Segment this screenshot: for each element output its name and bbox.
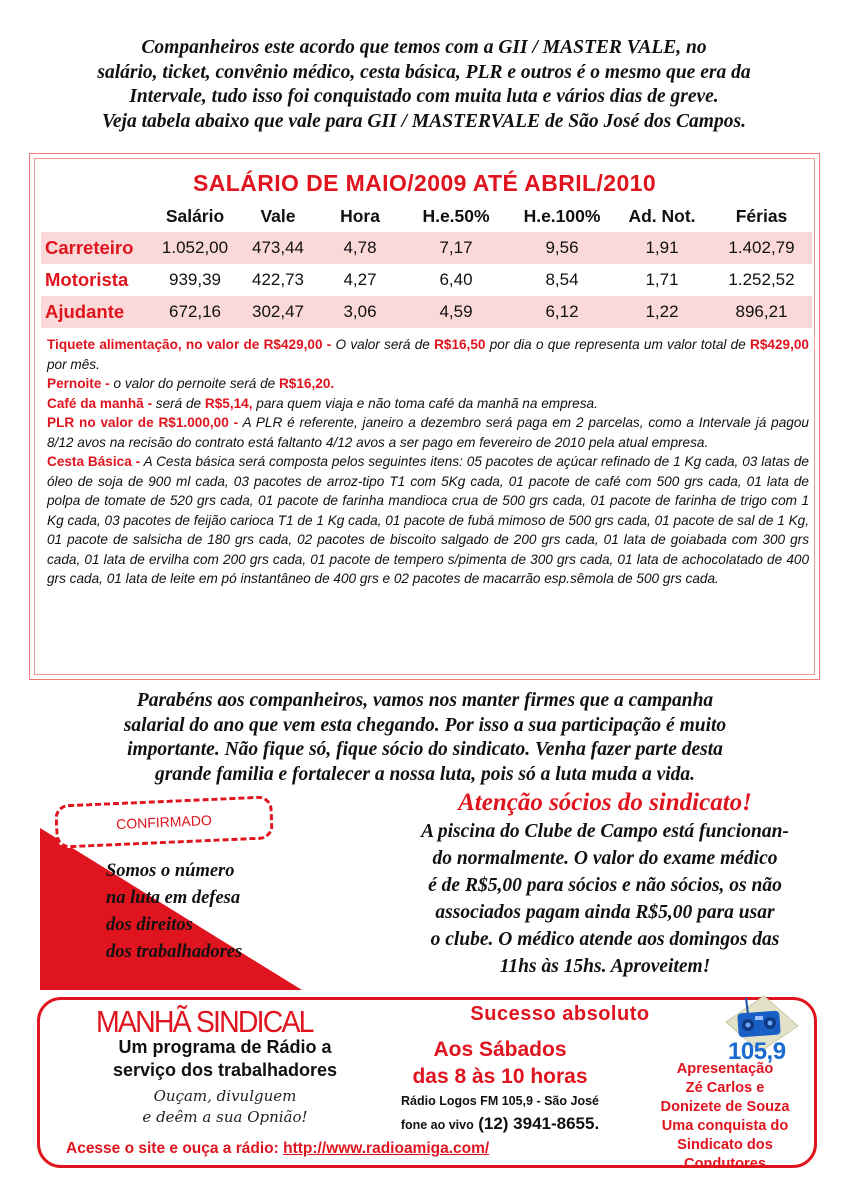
table-cell: 7,17 [401,232,511,264]
table-cell: 3,06 [319,296,401,328]
presenters-line: Zé Carlos e [685,1080,765,1096]
phone-number: (12) 3941-8655. [478,1114,600,1133]
benefit-text: para quem viaja e não toma café da manhã na empresa. [252,395,598,411]
benefit-plr [47,413,809,452]
site-line [66,1140,489,1158]
site-label: Acesse o site e ouça a rádio: [66,1140,279,1157]
somos-line: dos trabalhadores [106,942,243,962]
benefit-text: A PLR é referente, janeiro a dezembro será paga em 2 parcelas, como a Intervale já pagou 8/12 avos na recisão do contrato está faltanto 4/12 avos a ser pago em fevereiro de 2010 pela atual empresa. [47,415,809,450]
table-cell: 8,54 [545,270,579,289]
benefit-text: O valor será de [331,337,435,352]
table-cell: 422,73 [252,270,304,289]
oucam-text [100,1086,350,1128]
schedule-time: das 8 às 10 horas [412,1065,588,1088]
benefit-cesta [47,452,809,589]
atencao-line: é de R$5,00 para sócios e não sócios, os não [428,875,782,896]
benefit-tiquete [47,335,809,374]
benefit-text: A Cesta básica será composta pelos seguintes itens: 05 pacotes de açúcar refinado de 1 Kg cada, 03 latas de óleo de soja de 900 ml cada, 03 pacotes de arroz-tipo T1 com 5Kg cada, 01 pacote de café com 500 grs cada, 01 lata de polpa de tomate de 520 grs cada, 01 pacote de farinha mandioca crua de 500 grs cada, 01 pacote de farinha de trigo com 1 Kg cada, 03 pacotes de feijão carioca T1 de 1 Kg cada, 01 pacote de fubá mimoso de 500 grs cada, 01 pacote de sal de 1 Kg, 01 pacote de salsicha de 180 grs cada, 02 pacotes de biscoito salgado de 200 grs cada, 01 lata de goiabada com 300 grs cada, 01 lata de ervilha com 200 grs cada, 01 pacote de tempero s/pimenta de 300 grs cada, 01 lata de achocolatado de 400 grs cada, 01 lata de leite em pó instantâneo de 400 grs e 02 pacotes de macarrão esp.sêmola de 500 grs cada. [47,454,809,586]
congrats-line: importante. Não fique só, fique sócio do sindicato. Venha fazer parte desta [127,739,723,760]
phone-line [365,1114,635,1134]
table-cell: 4,27 [343,270,377,289]
table-row [41,264,812,296]
benefit-value: R$5,14, [204,395,253,411]
table-cell: 9,56 [511,232,613,264]
table-cell: 672,16 [153,296,237,328]
benefit-value: R$429,00 [750,337,809,352]
benefit-text: o valor do pernoite será de [109,376,279,391]
phone-label: fone ao vivo [400,1118,474,1132]
intro-line: salário, ticket, convênio médico, cesta básica, PLR e outros é o mesmo que era da [97,61,751,83]
column-header: Ad. Not. [628,206,696,226]
table-cell: 1,91 [613,232,711,264]
benefits-text [47,335,809,589]
table-cell: 473,44 [237,232,319,264]
table-row [41,232,812,264]
benefit-text: por mês. [47,356,100,372]
somos-text [106,858,306,966]
intro-paragraph [20,36,828,134]
table-cell: 302,47 [237,296,319,328]
table-cell: 1,22 [613,296,711,328]
oucam-line: e deêm a sua Opnião! [142,1108,308,1126]
congrats-line: Parabéns aos companheiros, vamos nos manter firmes que a campanha [136,690,714,711]
atencao-title: Atenção sócios do sindicato! [458,789,752,816]
atencao-line: associados pagam ainda R$5,00 para usar [435,902,775,923]
atencao-body [385,818,825,980]
benefit-cafe [47,394,809,414]
table-header-row [41,201,812,232]
table-cell: 4,78 [319,232,401,264]
program-name: MANHÃ SINDICAL [96,1004,313,1039]
column-header: Salário [165,206,225,226]
salary-table [41,201,812,328]
table-cell: 1.402,79 [711,232,812,264]
schedule [380,1036,620,1090]
row-label: Carreteiro [41,232,153,264]
row-label: Ajudante [41,296,153,328]
presenters-text [640,1060,810,1174]
salary-box [29,153,820,680]
atencao-line: 11hs às 15hs. Aproveitem! [499,956,711,977]
benefit-label: Café da manhã - [47,395,152,411]
column-header: Hora [340,206,380,226]
site-link[interactable]: http://www.radioamiga.com/ [283,1140,490,1157]
benefit-label: PLR no valor de R$1.000,00 - [47,415,239,430]
benefit-label: Pernoite - [47,376,110,391]
column-header: Férias [735,206,788,226]
table-cell: 896,21 [711,296,812,328]
salary-box-inner [34,158,815,675]
benefit-pernoite [47,374,809,394]
row-label: Motorista [45,269,129,290]
table-cell: 939,39 [169,270,221,289]
presenters-line: Donizete de Souza [660,1099,790,1115]
presenters-line: Uma conquista do [661,1118,789,1134]
intro-line: Veja tabela abaixo que vale para GII / MASTERVALE de São José dos Campos. [102,110,746,132]
intro-line: Companheiros este acordo que temos com a GII / MASTER VALE, no [141,37,707,58]
salary-table-title: SALÁRIO DE MAIO/2009 ATÉ ABRIL/2010 [192,170,657,196]
benefit-value: R$16,20. [278,376,335,391]
program-subtitle-line: serviço dos trabalhadores [112,1060,338,1080]
table-row [41,296,812,328]
column-header [41,201,153,232]
presenters-line: Apresentação [676,1061,774,1077]
atencao-line: do normalmente. O valor do exame médico [432,848,778,869]
benefit-value: R$16,50 [434,337,486,352]
confirmado-stamp: CONFIRMADO [54,795,274,848]
benefit-text: por dia o que representa um valor total de [485,337,751,352]
congratulations-paragraph [60,689,790,787]
table-cell: 1.052,00 [153,232,237,264]
column-header: H.e.100% [523,206,601,226]
congrats-line: grande familia e fortalecer a nossa luta, pois só a luta muda a vida. [154,763,696,785]
column-header: H.e.50% [422,206,490,226]
somos-line: na luta em defesa [106,888,241,908]
sucesso-heading: Sucesso absoluto [470,1003,650,1025]
benefit-text: será de [152,395,205,411]
table-cell: 6,40 [439,270,473,289]
schedule-day: Aos Sábados [433,1038,567,1061]
somos-line: Somos o número [106,861,235,881]
benefit-label: Cesta Básica - [47,454,141,469]
column-header: Vale [260,206,296,226]
program-subtitle [80,1036,370,1082]
table-cell: 1.252,52 [728,270,795,289]
presenters-line: Sindicato dos Condutores [677,1137,773,1172]
oucam-line: Ouçam, divulguem [153,1087,297,1105]
atencao-line: A piscina do Clube de Campo está funcionan- [421,821,789,842]
table-cell: 1,71 [645,270,679,289]
table-cell: 6,12 [511,296,613,328]
benefit-label: Tiquete alimentação, no valor de R$429,00 - [47,337,332,352]
intro-line: Intervale, tudo isso foi conquistado com muita luta e vários dias de greve. [129,86,719,107]
frequency-label: 105,9 [728,1038,786,1065]
table-cell: 4,59 [401,296,511,328]
atencao-line: o clube. O médico atende aos domingos das [430,929,780,950]
station-name: Rádio Logos FM 105,9 - São José [401,1094,599,1108]
somos-line: dos direitos [106,915,193,935]
congrats-line: salarial do ano que vem esta chegando. Por isso a sua participação é muito [123,714,727,736]
program-subtitle-line: Um programa de Rádio a [118,1037,332,1057]
